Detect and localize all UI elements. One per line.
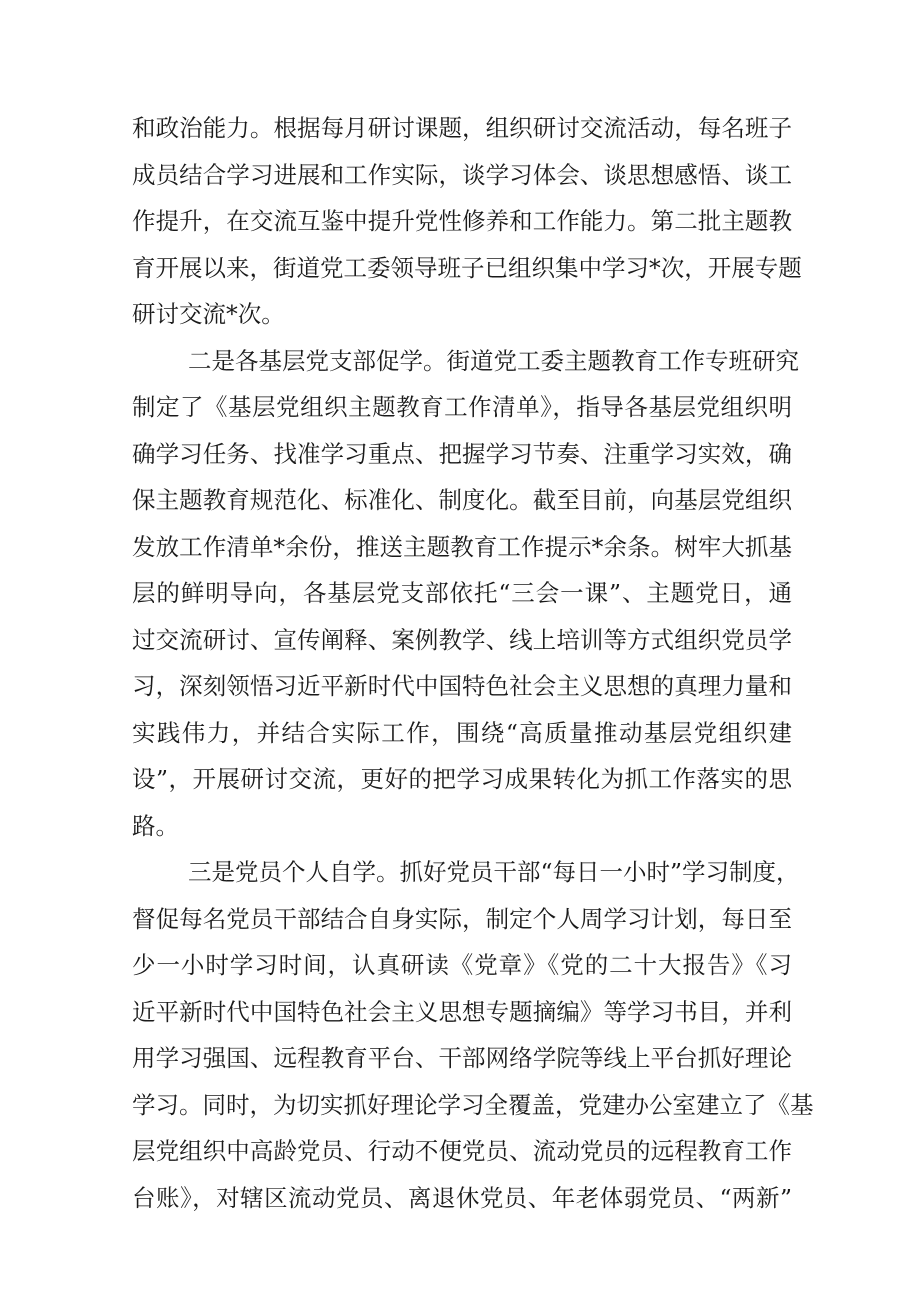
text-line: 成员结合学习进展和工作实际，谈学习体会、谈思想感悟、谈工 bbox=[132, 161, 792, 189]
text-line: 和政治能力。根据每月研讨课题，组织研讨交流活动，每名班子 bbox=[132, 114, 792, 142]
text-line: 保主题教育规范化、标准化、制度化。截至目前，向基层党组织 bbox=[132, 486, 792, 514]
text-line: 作提升，在交流互鉴中提升党性修养和工作能力。第二批主题教 bbox=[132, 207, 792, 235]
text-line: 二是各基层党支部促学。街道党工委主题教育工作专班研究 bbox=[188, 347, 799, 375]
text-line: 过交流研讨、宣传阐释、案例教学、线上培训等方式组织党员学 bbox=[132, 626, 792, 654]
text-line: 近平新时代中国特色社会主义思想专题摘编》等学习书目，并利 bbox=[132, 998, 792, 1026]
text-line: 层党组织中高龄党员、行动不便党员、流动党员的远程教育工作 bbox=[132, 1137, 792, 1165]
text-line: 制定了《基层党组织主题教育工作清单》，指导各基层党组织明 bbox=[132, 393, 792, 421]
text-line: 督促每名党员干部结合自身实际，制定个人周学习计划，每日至 bbox=[132, 905, 792, 933]
text-line: 路。 bbox=[132, 812, 179, 840]
text-line: 确学习任务、找准学习重点、把握学习节奏、注重学习实效，确 bbox=[132, 440, 792, 468]
text-line: 用学习强国、远程教育平台、干部网络学院等线上平台抓好理论 bbox=[132, 1044, 792, 1072]
text-line: 三是党员个人自学。抓好党员干部“每日一小时”学习制度， bbox=[188, 858, 800, 886]
text-line: 设”，开展研讨交流，更好的把学习成果转化为抓工作落实的思 bbox=[132, 765, 792, 793]
text-line: 少一小时学习时间，认真研读《党章》《党的二十大报告》《习 bbox=[132, 951, 792, 979]
text-line: 发放工作清单*余份，推送主题教育工作提示*余条。树牢大抓基 bbox=[132, 533, 792, 561]
text-line: 研讨交流*次。 bbox=[132, 300, 285, 328]
text-line: 层的鲜明导向，各基层党支部依托“三会一课”、主题党日，通 bbox=[132, 579, 792, 607]
text-line: 习，深刻领悟习近平新时代中国特色社会主义思想的真理力量和 bbox=[132, 672, 792, 700]
text-line: 育开展以来，街道党工委领导班子已组织集中学习*次，开展专题 bbox=[132, 254, 802, 282]
text-line: 实践伟力，并结合实际工作，围绕“高质量推动基层党组织建 bbox=[132, 719, 792, 747]
text-line: 学习。同时，为切实抓好理论学习全覆盖，党建办公室建立了《基 bbox=[132, 1091, 814, 1119]
text-line: 台账》，对辖区流动党员、离退休党员、年老体弱党员、“两新” bbox=[132, 1184, 792, 1212]
